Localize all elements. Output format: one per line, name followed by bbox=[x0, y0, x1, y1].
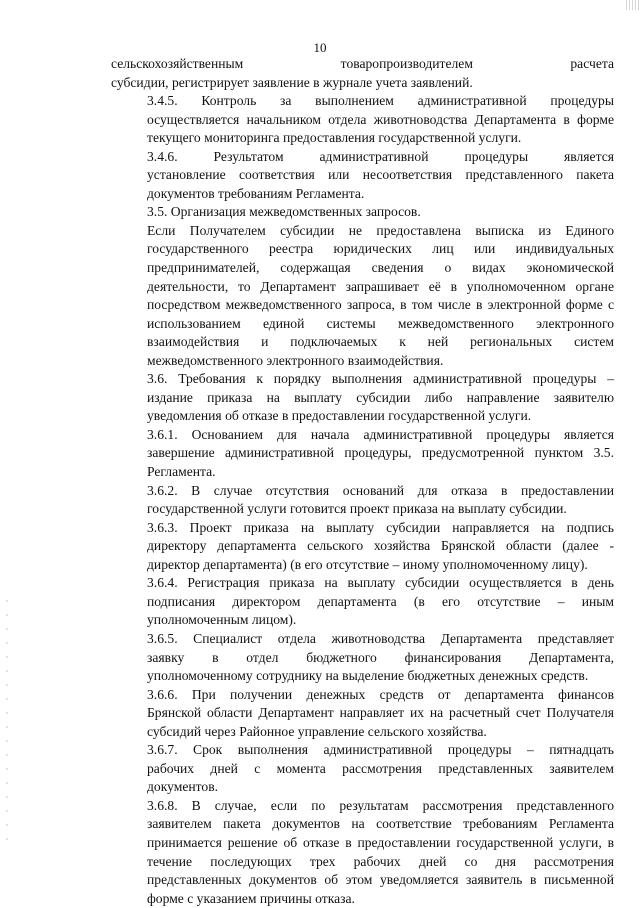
text-line: течение последующих трех рабочих дней со дня рассмотрения bbox=[147, 853, 614, 869]
text-line: 3.6.6. При получении денежных средств от департамента финансов bbox=[147, 686, 614, 702]
text-line: заявку в отдел бюджетного финансирования Департамента, bbox=[147, 649, 614, 665]
text-line: текущего мониторинга предоставления государственной услуги. bbox=[147, 130, 522, 146]
paragraph bbox=[111, 686, 614, 742]
text-line: директор департамента) (в его отсутствие – иному уполномоченному лицу). bbox=[147, 556, 588, 572]
text-line: документов требованиям Регламента. bbox=[147, 185, 365, 201]
paragraph bbox=[111, 203, 614, 222]
page-number: 10 bbox=[313, 40, 327, 55]
paragraph bbox=[111, 426, 614, 482]
text-line: завершение административной процедуры, предусмотренной пунктом 3.5. bbox=[147, 445, 614, 461]
text-line: 3.4.6. Результатом административной процедуры является bbox=[147, 148, 614, 164]
text-line: 3.6.4. Регистрация приказа на выплату субсидии осуществляется в день bbox=[147, 575, 614, 591]
text-line: деятельности, то Департамент запрашивает её в уполномоченном органе bbox=[147, 278, 614, 294]
text-line: подписания директором департамента (в его отсутствие – иным bbox=[147, 593, 614, 609]
paragraph bbox=[111, 222, 614, 370]
text-line: 3.6.5. Специалист отдела животноводства Департамента представляет bbox=[147, 630, 614, 646]
paragraph bbox=[111, 55, 614, 92]
paragraph bbox=[111, 574, 614, 630]
text-line: 3.6. Требования к порядку выполнения административной процедуры – bbox=[147, 371, 614, 387]
text-line: 3.6.1. Основанием для начала административной процедуры является bbox=[147, 426, 614, 442]
text-line: посредством межведомственного запроса, в том числе в электронной форме с bbox=[147, 297, 614, 313]
scan-edge-artifact bbox=[626, 0, 640, 10]
text-line: уполномоченным лицом). bbox=[147, 612, 297, 628]
text-line: 3.6.7. Срок выполнения административной процедуры – пятнадцать bbox=[147, 742, 614, 758]
text-line: Брянской области Департамент направляет их на расчетный счет Получателя bbox=[147, 705, 614, 721]
text-line: издание приказа на выплату субсидии либо направление заявителю bbox=[147, 389, 614, 405]
paragraph bbox=[111, 92, 614, 148]
text-line: сельскохозяйственным товаропроизводителем расчета bbox=[111, 56, 614, 71]
text-line: директору департамента сельского хозяйства Брянской области (далее - bbox=[147, 538, 614, 554]
paragraph bbox=[111, 797, 614, 908]
text-line: 3.6.8. В случае, если по результатам рассмотрения представленного bbox=[147, 797, 614, 813]
text-line: субсидии, регистрирует заявление в журнале учета заявлений. bbox=[111, 74, 473, 90]
text-line: 3.4.5. Контроль за выполнением административной процедуры bbox=[147, 93, 614, 109]
text-line: осуществляется начальником отдела животноводства Департамента в форме bbox=[147, 111, 614, 127]
binding-holes-artifact bbox=[6, 600, 8, 850]
paragraph bbox=[111, 148, 614, 204]
paragraph bbox=[111, 370, 614, 426]
text-line: заявителем пакета документов на соответствие требованиям Регламента bbox=[147, 816, 614, 832]
text-line: уполномоченному сотруднику на выделение бюджетных денежных средств. bbox=[147, 668, 589, 684]
text-line: документов. bbox=[147, 779, 219, 795]
text-line: представленных документов об этом уведомляется заявитель в письменной bbox=[147, 872, 614, 888]
text-line: предпринимателей, содержащая сведения о видах экономической bbox=[147, 260, 614, 276]
text-line: установление соответствия или несоответствия представленного пакета bbox=[147, 167, 614, 183]
paragraph bbox=[111, 519, 614, 575]
text-line: Регламента. bbox=[147, 464, 216, 480]
text-line: использованием единой системы межведомственного электронного bbox=[147, 315, 614, 331]
text-line: 3.6.3. Проект приказа на выплату субсидии направляется на подпись bbox=[147, 519, 614, 535]
paragraph bbox=[111, 482, 614, 519]
text-line: 3.6.2. В случае отсутствия оснований для отказа в предоставлении bbox=[147, 482, 614, 498]
text-line: взаимодействия и подключаемых к ней региональных систем bbox=[147, 334, 614, 350]
paragraph bbox=[111, 741, 614, 797]
text-line: 3.5. Организация межведомственных запросов. bbox=[147, 204, 421, 220]
text-line: уведомления об отказе в предоставлении государственной услуги. bbox=[147, 408, 532, 424]
text-line: рабочих дней с момента рассмотрения представленных заявителем bbox=[147, 760, 614, 776]
text-line: форме с указанием причины отказа. bbox=[147, 890, 355, 906]
paragraph bbox=[111, 630, 614, 686]
text-line: субсидий через Районное управление сельского хозяйства. bbox=[147, 723, 487, 739]
text-line: принимается решение об отказе в предоставлении государственной услуги, в bbox=[147, 834, 614, 850]
text-line: межведомственного электронного взаимодействия. bbox=[147, 352, 444, 368]
text-line: государственного реестра юридических лиц или индивидуальных bbox=[147, 241, 614, 257]
text-line: Если Получателем субсидии не предоставлена выписка из Единого bbox=[147, 222, 614, 238]
document-body bbox=[111, 55, 614, 908]
text-line: государственной услуги готовится проект приказа на выплату субсидии. bbox=[147, 501, 567, 517]
